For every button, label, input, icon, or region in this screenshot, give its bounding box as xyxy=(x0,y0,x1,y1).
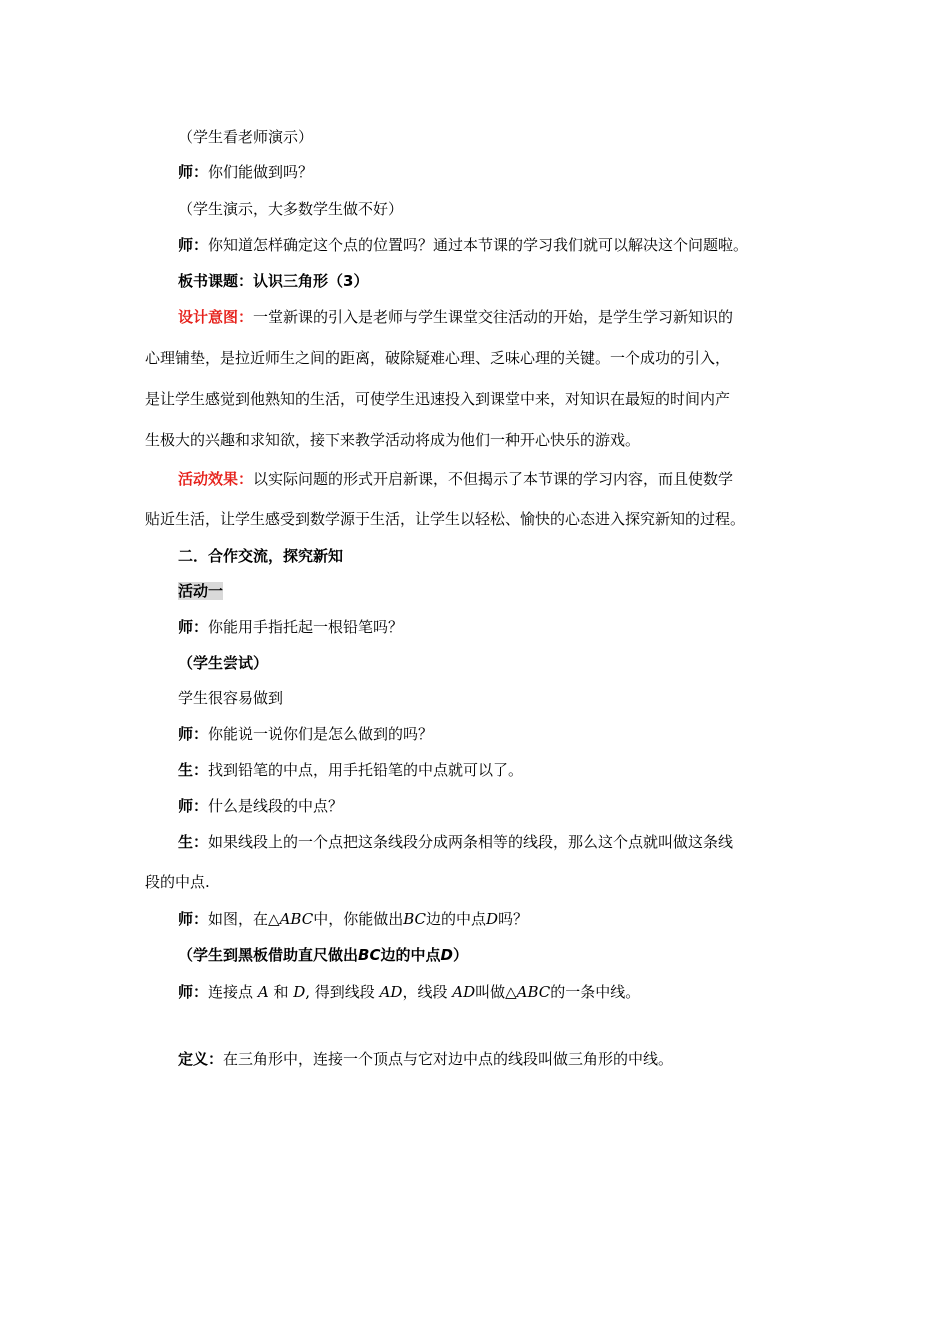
paragraph-student-watch xyxy=(178,127,313,147)
speaker-label: 师： xyxy=(178,983,209,1001)
math-d: D xyxy=(486,910,499,928)
speaker-label: 师： xyxy=(178,236,209,254)
design-intent-label: 设计意图： xyxy=(178,308,254,326)
text: 心理铺垫，是拉近师生之间的距离，破除疑难心理、乏味心理的关键。一个成功的引入， xyxy=(145,349,731,367)
text: 叫做△ xyxy=(475,983,517,1001)
activity-heading xyxy=(178,581,223,601)
math-bc: BC xyxy=(358,946,381,964)
text: 贴近生活，让学生感受到数学源于生活，让学生以轻松、愉快的心态进入探究新知的过程。 xyxy=(145,510,746,528)
speaker-label: 生： xyxy=(178,761,209,779)
text: 连接点 xyxy=(208,983,254,1001)
paragraph-easy xyxy=(178,688,283,708)
math-abc: ABC xyxy=(279,910,314,928)
paragraph-teacher-midpoint xyxy=(178,796,343,816)
paragraph-teacher-figure xyxy=(178,909,528,929)
paragraph-teacher-q xyxy=(178,162,313,182)
text: , 得到线段 xyxy=(305,983,375,1001)
text: （学生到黑板借助直尺做出 xyxy=(178,946,359,964)
paragraph-teacher-how xyxy=(178,235,748,255)
text: 的一条中线。 xyxy=(550,983,641,1001)
math-abc: ABC xyxy=(516,983,551,1001)
text: 边的中点 xyxy=(425,910,486,928)
text: （学生看老师演示） xyxy=(178,128,314,146)
paragraph-teacher-explain xyxy=(178,724,433,744)
math-d: D xyxy=(440,946,453,964)
text: 你们能做到吗？ xyxy=(208,163,314,181)
paragraph-student-try xyxy=(178,653,268,673)
text: 你能用手指托起一根铅笔吗？ xyxy=(208,618,404,636)
text: 如图，在△ xyxy=(208,910,280,928)
text: 吗？ xyxy=(498,910,529,928)
math-ad: AD xyxy=(452,983,476,1001)
section-heading xyxy=(178,546,343,566)
text: ，线段 xyxy=(402,983,448,1001)
text: 在三角形中，连接一个顶点与它对边中点的线段叫做三角形的中线。 xyxy=(223,1050,674,1068)
text: 和 xyxy=(273,983,289,1001)
text: 找到铅笔的中点，用手托铅笔的中点就可以了。 xyxy=(208,761,524,779)
definition-label: 定义： xyxy=(178,1050,224,1068)
text: 以实际问题的形式开启新课，不但揭示了本节课的学习内容，而且使数学 xyxy=(253,470,734,488)
paragraph-student-blackboard xyxy=(178,945,468,965)
text: （学生尝试） xyxy=(178,654,269,672)
paragraph-teacher-connect xyxy=(178,982,640,1002)
speaker-label: 生： xyxy=(178,833,209,851)
paragraph-student-demo xyxy=(178,199,403,219)
text: 生极大的兴趣和求知欲，接下来教学活动将成为他们一种开心快乐的游戏。 xyxy=(145,431,641,449)
activity-effect-line-2 xyxy=(145,509,745,529)
text: 是让学生感觉到他熟知的生活，可使学生迅速投入到课堂中来，对知识在最短的时间内产 xyxy=(145,390,731,408)
activity-effect-label: 活动效果： xyxy=(178,470,254,488)
text: 什么是线段的中点？ xyxy=(208,797,344,815)
math-d: D xyxy=(293,983,306,1001)
text: 你知道怎样确定这个点的位置吗？通过本节课的学习我们就可以解决这个问题啦。 xyxy=(208,236,749,254)
speaker-label: 师： xyxy=(178,725,209,743)
text: 你能说一说你们是怎么做到的吗？ xyxy=(208,725,434,743)
math-ad: AD xyxy=(379,983,403,1001)
heading-text: 二．合作交流，探究新知 xyxy=(178,547,344,565)
paragraph-student-definition-2 xyxy=(145,872,210,892)
speaker-label: 师： xyxy=(178,163,209,181)
activity-label: 活动一 xyxy=(178,582,224,600)
speaker-label: 师： xyxy=(178,618,209,636)
paragraph-student-answer xyxy=(178,760,523,780)
math-a: A xyxy=(257,983,269,1001)
design-intent-line-4 xyxy=(145,430,640,450)
math-bc: BC xyxy=(403,910,426,928)
design-intent-line-3 xyxy=(145,389,730,409)
paragraph-student-definition-1 xyxy=(178,832,733,852)
text: 一堂新课的引入是老师与学生课堂交往活动的开始，是学生学习新知识的 xyxy=(253,308,734,326)
definition-line xyxy=(178,1049,673,1069)
text: 中，你能做出 xyxy=(313,910,404,928)
text: 边的中点 xyxy=(380,946,441,964)
lesson-title xyxy=(178,271,368,291)
speaker-label: 师： xyxy=(178,797,209,815)
paragraph-teacher-pencil xyxy=(178,617,403,637)
text: 段的中点. xyxy=(145,873,210,891)
design-intent-line-2 xyxy=(145,348,730,368)
text: 如果线段上的一个点把这条线段分成两条相等的线段，那么这个点就叫做这条线 xyxy=(208,833,734,851)
activity-effect-line-1 xyxy=(178,469,733,489)
title-text: 认识三角形（3） xyxy=(253,272,369,290)
title-label: 板书课题： xyxy=(178,272,254,290)
text: 学生很容易做到 xyxy=(178,689,284,707)
design-intent-line-1 xyxy=(178,307,733,327)
text: ） xyxy=(452,946,468,964)
text: （学生演示，大多数学生做不好） xyxy=(178,200,404,218)
speaker-label: 师： xyxy=(178,910,209,928)
